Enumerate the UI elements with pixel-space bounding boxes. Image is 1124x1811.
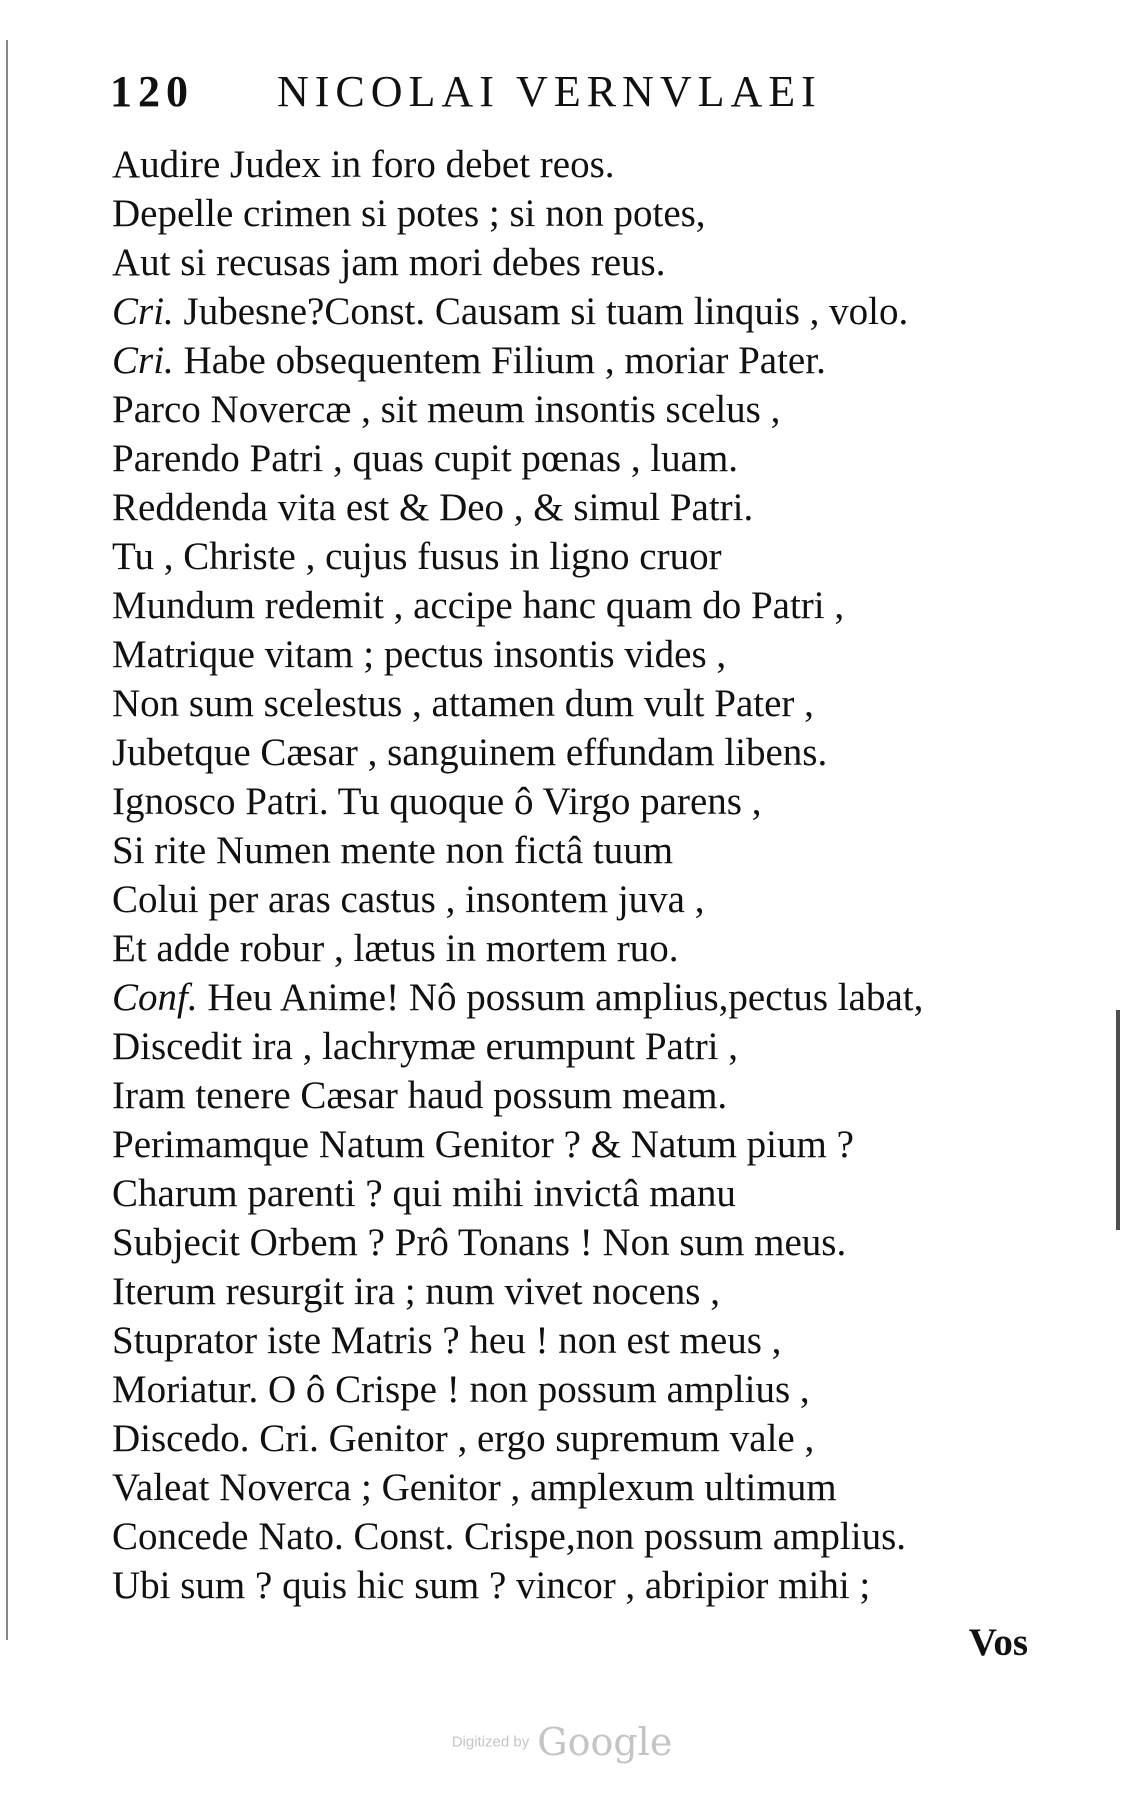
verse-line (112, 532, 1072, 581)
speaker-label: Conf. (112, 976, 198, 1019)
verse-line (112, 679, 1072, 728)
verse-text (112, 140, 1072, 1610)
verse-line-text: Stuprator iste Matris ? heu ! non est meus , (112, 1319, 782, 1362)
verse-line (112, 581, 1072, 630)
verse-line (112, 189, 1072, 238)
verse-line (112, 1267, 1072, 1316)
verse-line-text: Mundum redemit , accipe hanc quam do Patri , (112, 584, 845, 627)
digitized-by-text: Digitized by (451, 1733, 530, 1751)
verse-line-text: Discedo. Cri. Genitor , ergo supremum vale , (112, 1417, 815, 1460)
verse-line-text: Discedit ira , lachrymæ erumpunt Patri , (112, 1025, 739, 1068)
verse-line (112, 287, 1072, 336)
verse-line-text: Tu , Christe , cujus fusus in ligno cruor (112, 535, 722, 578)
speaker-label: Cri. (112, 339, 174, 382)
verse-line (112, 1218, 1072, 1267)
speaker-label: Cri. (112, 290, 174, 333)
verse-line (112, 336, 1072, 385)
verse-line-text: Matrique vitam ; pectus insontis vides , (112, 633, 727, 676)
verse-line-text: Non sum scelestus , attamen dum vult Pater , (112, 682, 814, 725)
verse-line-text: Iram tenere Cæsar haud possum meam. (112, 1074, 728, 1117)
verse-line (112, 1414, 1072, 1463)
verse-line (112, 1071, 1072, 1120)
digitized-watermark (0, 1720, 1124, 1764)
verse-line (112, 1561, 1072, 1610)
verse-line (112, 483, 1072, 532)
verse-line-text: Iterum resurgit ira ; num vivet nocens , (112, 1270, 720, 1313)
verse-line-text: Depelle crimen si potes ; si non potes, (112, 192, 706, 235)
verse-line-text: Moriatur. O ô Crispe ! non possum amplius , (112, 1368, 810, 1411)
verse-line-text: Aut si recusas jam mori debes reus. (112, 241, 666, 284)
page-number: 120 (110, 67, 194, 116)
verse-line (112, 973, 1072, 1022)
verse-line (112, 1169, 1072, 1218)
verse-line-text: Et adde robur , lætus in mortem ruo. (112, 927, 679, 970)
verse-line-text: Charum parenti ? qui mihi invictâ manu (112, 1172, 736, 1215)
verse-line-text: Jubetque Cæsar , sanguinem effundam libens. (112, 731, 828, 774)
verse-line-text: Habe obsequentem Filium , moriar Pater. (183, 339, 826, 382)
verse-line (112, 777, 1072, 826)
verse-line-text: Ubi sum ? quis hic sum ? vincor , abripior mihi ; (112, 1564, 871, 1607)
verse-line (112, 875, 1072, 924)
verse-line (112, 385, 1072, 434)
verse-line-text: Parco Novercæ , sit meum insontis scelus , (112, 388, 781, 431)
verse-line (112, 1463, 1072, 1512)
verse-line-text: Valeat Noverca ; Genitor , amplexum ultimum (112, 1466, 837, 1509)
running-head-title: NICOLAI VERNVLAEI (277, 67, 822, 116)
page-edge-right (1116, 1010, 1120, 1230)
verse-line (112, 1022, 1072, 1071)
verse-line-text: Subjecit Orbem ? Prô Tonans ! Non sum meus. (112, 1221, 847, 1264)
verse-line (112, 826, 1072, 875)
verse-line (112, 140, 1072, 189)
verse-line (112, 1365, 1072, 1414)
google-logo: Google (537, 1720, 673, 1764)
verse-line (112, 434, 1072, 483)
verse-line (112, 1316, 1072, 1365)
running-head (110, 66, 910, 126)
verse-line-text: Parendo Patri , quas cupit pœnas , luam. (112, 437, 739, 480)
page-edge-left (6, 40, 8, 1640)
verse-line-text: Reddenda vita est & Deo , & simul Patri. (112, 486, 754, 529)
verse-line (112, 1512, 1072, 1561)
verse-line-text: Perimamque Natum Genitor ? & Natum pium ? (112, 1123, 854, 1166)
verse-line (112, 728, 1072, 777)
verse-line-text: Concede Nato. Const. Crispe,non possum amplius. (112, 1515, 907, 1558)
verse-line-text: Colui per aras castus , insontem juva , (112, 878, 705, 921)
verse-line (112, 630, 1072, 679)
catchword: Vos (968, 1621, 1028, 1664)
verse-line-text: Si rite Numen mente non fictâ tuum (112, 829, 674, 872)
verse-line-text: Audire Judex in foro debet reos. (112, 143, 615, 186)
verse-line (112, 924, 1072, 973)
verse-line-text: Heu Anime! Nô possum amplius,pectus labat, (207, 976, 924, 1019)
verse-line (112, 1120, 1072, 1169)
verse-line (112, 238, 1072, 287)
verse-line-text: Ignosco Patri. Tu quoque ô Virgo parens , (112, 780, 762, 823)
verse-line-text: Jubesne?Const. Causam si tuam linquis , volo. (183, 290, 909, 333)
